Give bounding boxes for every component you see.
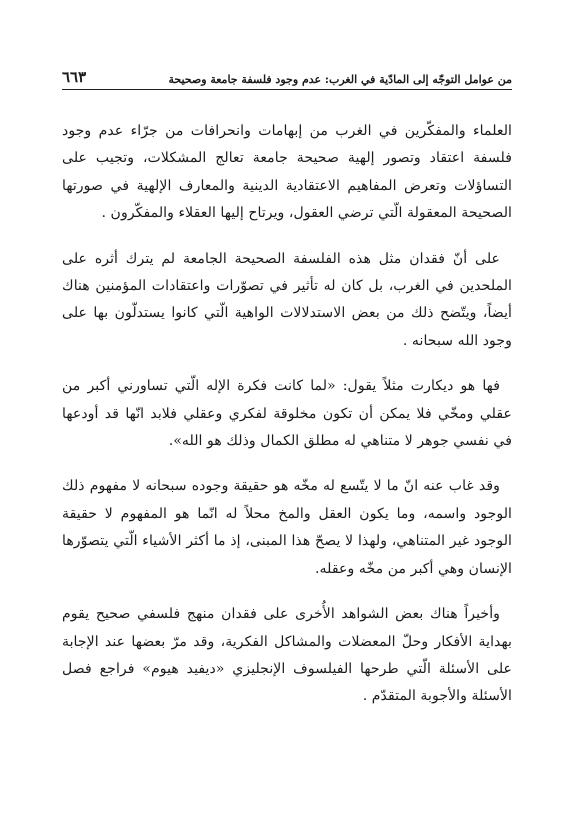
page-body: [62, 118, 512, 729]
paragraph-3: فها هو ديكارت مثلاً يقول: «لما كانت فكرة الإله الّتي تساورني أكبر من عقلي ومخّي فلا يمكن أن تكون مخلوقة لفكري وعقلي فلابد انّها قد أودعها في نفسي جوهر لا متناهي له مطلق الكمال وذلك هو الله».: [62, 378, 512, 450]
paragraph-4: وقد غاب عنه انّ ما لا يتّسع له مخّه هو حقيقة وجوده سبحانه لا مفهوم ذلك الوجود واسمه، وما يكون العقل والمخ محلاً له انّما هو المفهوم لا حقيقة الوجود غير المتناهي، ولهذا لا يصحّ هذا المبنى، إذ ما أكثر الأشياء الّتي يتصوّرها الإنسان وهي أكبر من مخّه وعقله.: [62, 478, 512, 577]
page-number: ٦٦٣: [62, 68, 87, 86]
page-header: [62, 66, 512, 90]
paragraph-2: على أنّ فقدان مثل هذه الفلسفة الصحيحة الجامعة لم يترك أثره على الملحدين في الغرب، بل كان له تأثير في تصوّرات واعتقادات المؤمنين هناك أيضاً، ويتّضح ذلك من بعض الاستدلالات الواهية الّتي كانوا يستدلّون بها على وجود الله سبحانه .: [62, 250, 512, 349]
paragraph-5: وأخيراً هناك بعض الشواهد الأُخرى على فقدان منهج فلسفي صحيح يقوم بهداية الأفكار وحلّ المعضلات والمشاكل الفكرية، وقد مرّ بعضها عند الإجابة على الأسئلة الّتي طرحها الفيلسوف الإنجليزي «ديفيد هيوم» فراجع فصل الأسئلة والأجوبة المتقدّم .: [62, 606, 512, 705]
running-title: من عوامل التوجّه إلى المادّية في الغرب: عدم وجود فلسفة جامعة وصحيحة: [168, 73, 512, 86]
paragraph-1: العلماء والمفكّرين في الغرب من إبهامات وانحرافات من جرّاء عدم وجود فلسفة اعتقاد وتصور إلهية صحيحة جامعة تعالج المشكلات، وتجيب على التساؤلات وتعرض المفاهيم الاعتقادية الدينية والمعارف الإلهية في صورتها الصحيحة المعقولة الّتي ترضي العقول، ويرتاح إليها العقلاء والمفكّرون .: [62, 123, 512, 222]
